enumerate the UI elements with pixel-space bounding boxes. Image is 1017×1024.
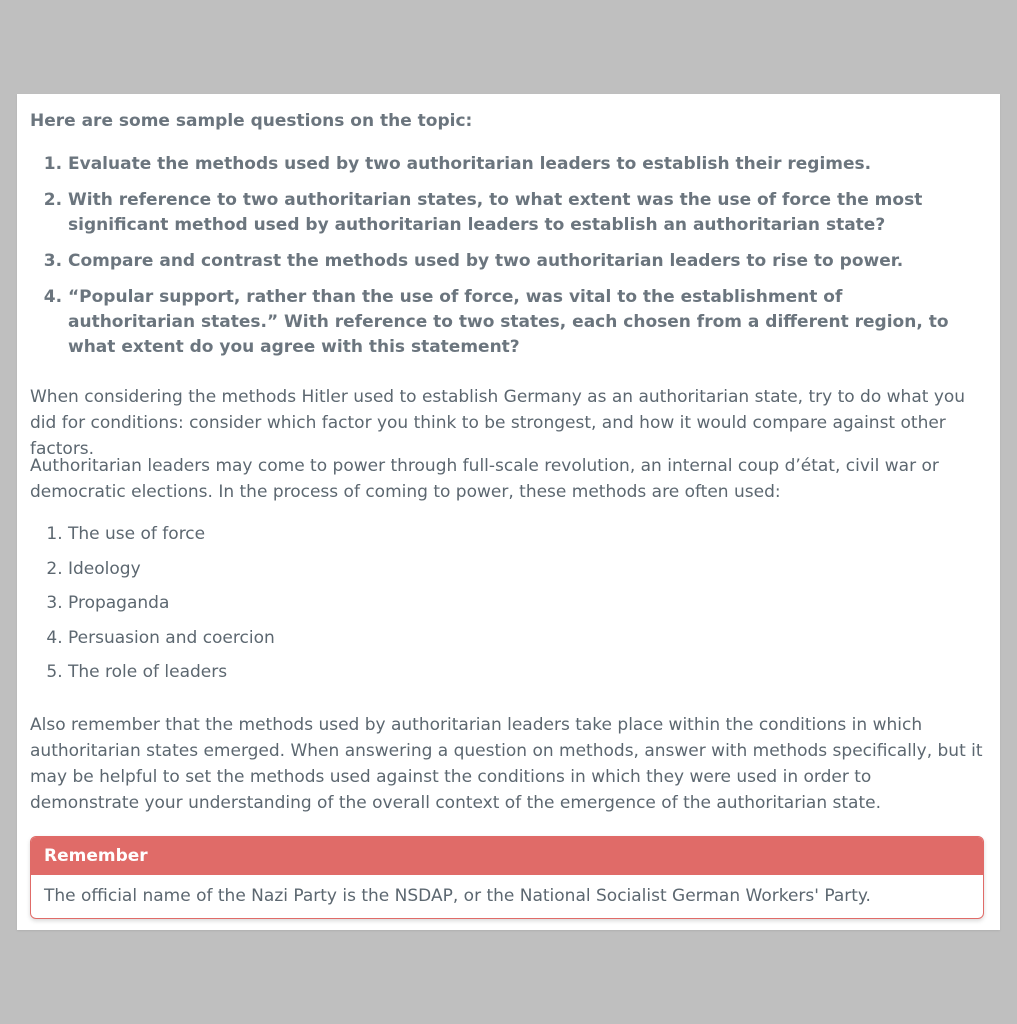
method-item: 1. The use of force [68, 522, 930, 546]
sample-questions-list [30, 152, 975, 371]
method-item: 2. Ideology [68, 557, 930, 581]
question-item: 1. Evaluate the methods used by two authoritarian leaders to establish their regimes. [68, 152, 975, 177]
method-item: 5. The role of leaders [68, 660, 930, 684]
question-item: 2. With reference to two authoritarian states, to what extent was the use of force the most significant method used by authoritarian leaders to establish an authoritarian state? [68, 188, 975, 238]
methods-list [30, 522, 930, 695]
paragraph-hitler-methods: When considering the methods Hitler used to establish Germany as an authoritarian state, try to do what you did for conditions: consider which factor you think to be strongest, and how it would compare against other factors. [30, 387, 966, 459]
paragraph-coming-to-power: Authoritarian leaders may come to power through full-scale revolution, an internal coup d’état, civil war or democratic elections. In the process of coming to power, these methods are often used: [30, 456, 939, 502]
question-item: 3. Compare and contrast the methods used by two authoritarian leaders to rise to power. [68, 249, 975, 274]
question-item: 4. “Popular support, rather than the use of force, was vital to the establishment of authoritarian states.” With reference to two states, each chosen from a different region, to what extent do you agree with this statement? [68, 285, 975, 360]
method-item: 4. Persuasion and coercion [68, 626, 930, 650]
method-item: 3. Propaganda [68, 591, 930, 615]
remember-callout [30, 836, 984, 919]
remember-body: The official name of the Nazi Party is the NSDAP, or the National Socialist German Workers' Party. [44, 886, 871, 906]
content-card [17, 94, 1000, 930]
remember-title: Remember [31, 837, 983, 875]
paragraph-conditions: Also remember that the methods used by authoritarian leaders take place within the conditions in which authoritarian states emerged. When answering a question on methods, answer with methods specifically, but it may be helpful to set the methods used against the conditions in which they were used in order to demonstrate your understanding of the overall context of the emergence of the authoritarian state. [30, 715, 983, 813]
intro-text: Here are some sample questions on the topic: [30, 111, 473, 131]
